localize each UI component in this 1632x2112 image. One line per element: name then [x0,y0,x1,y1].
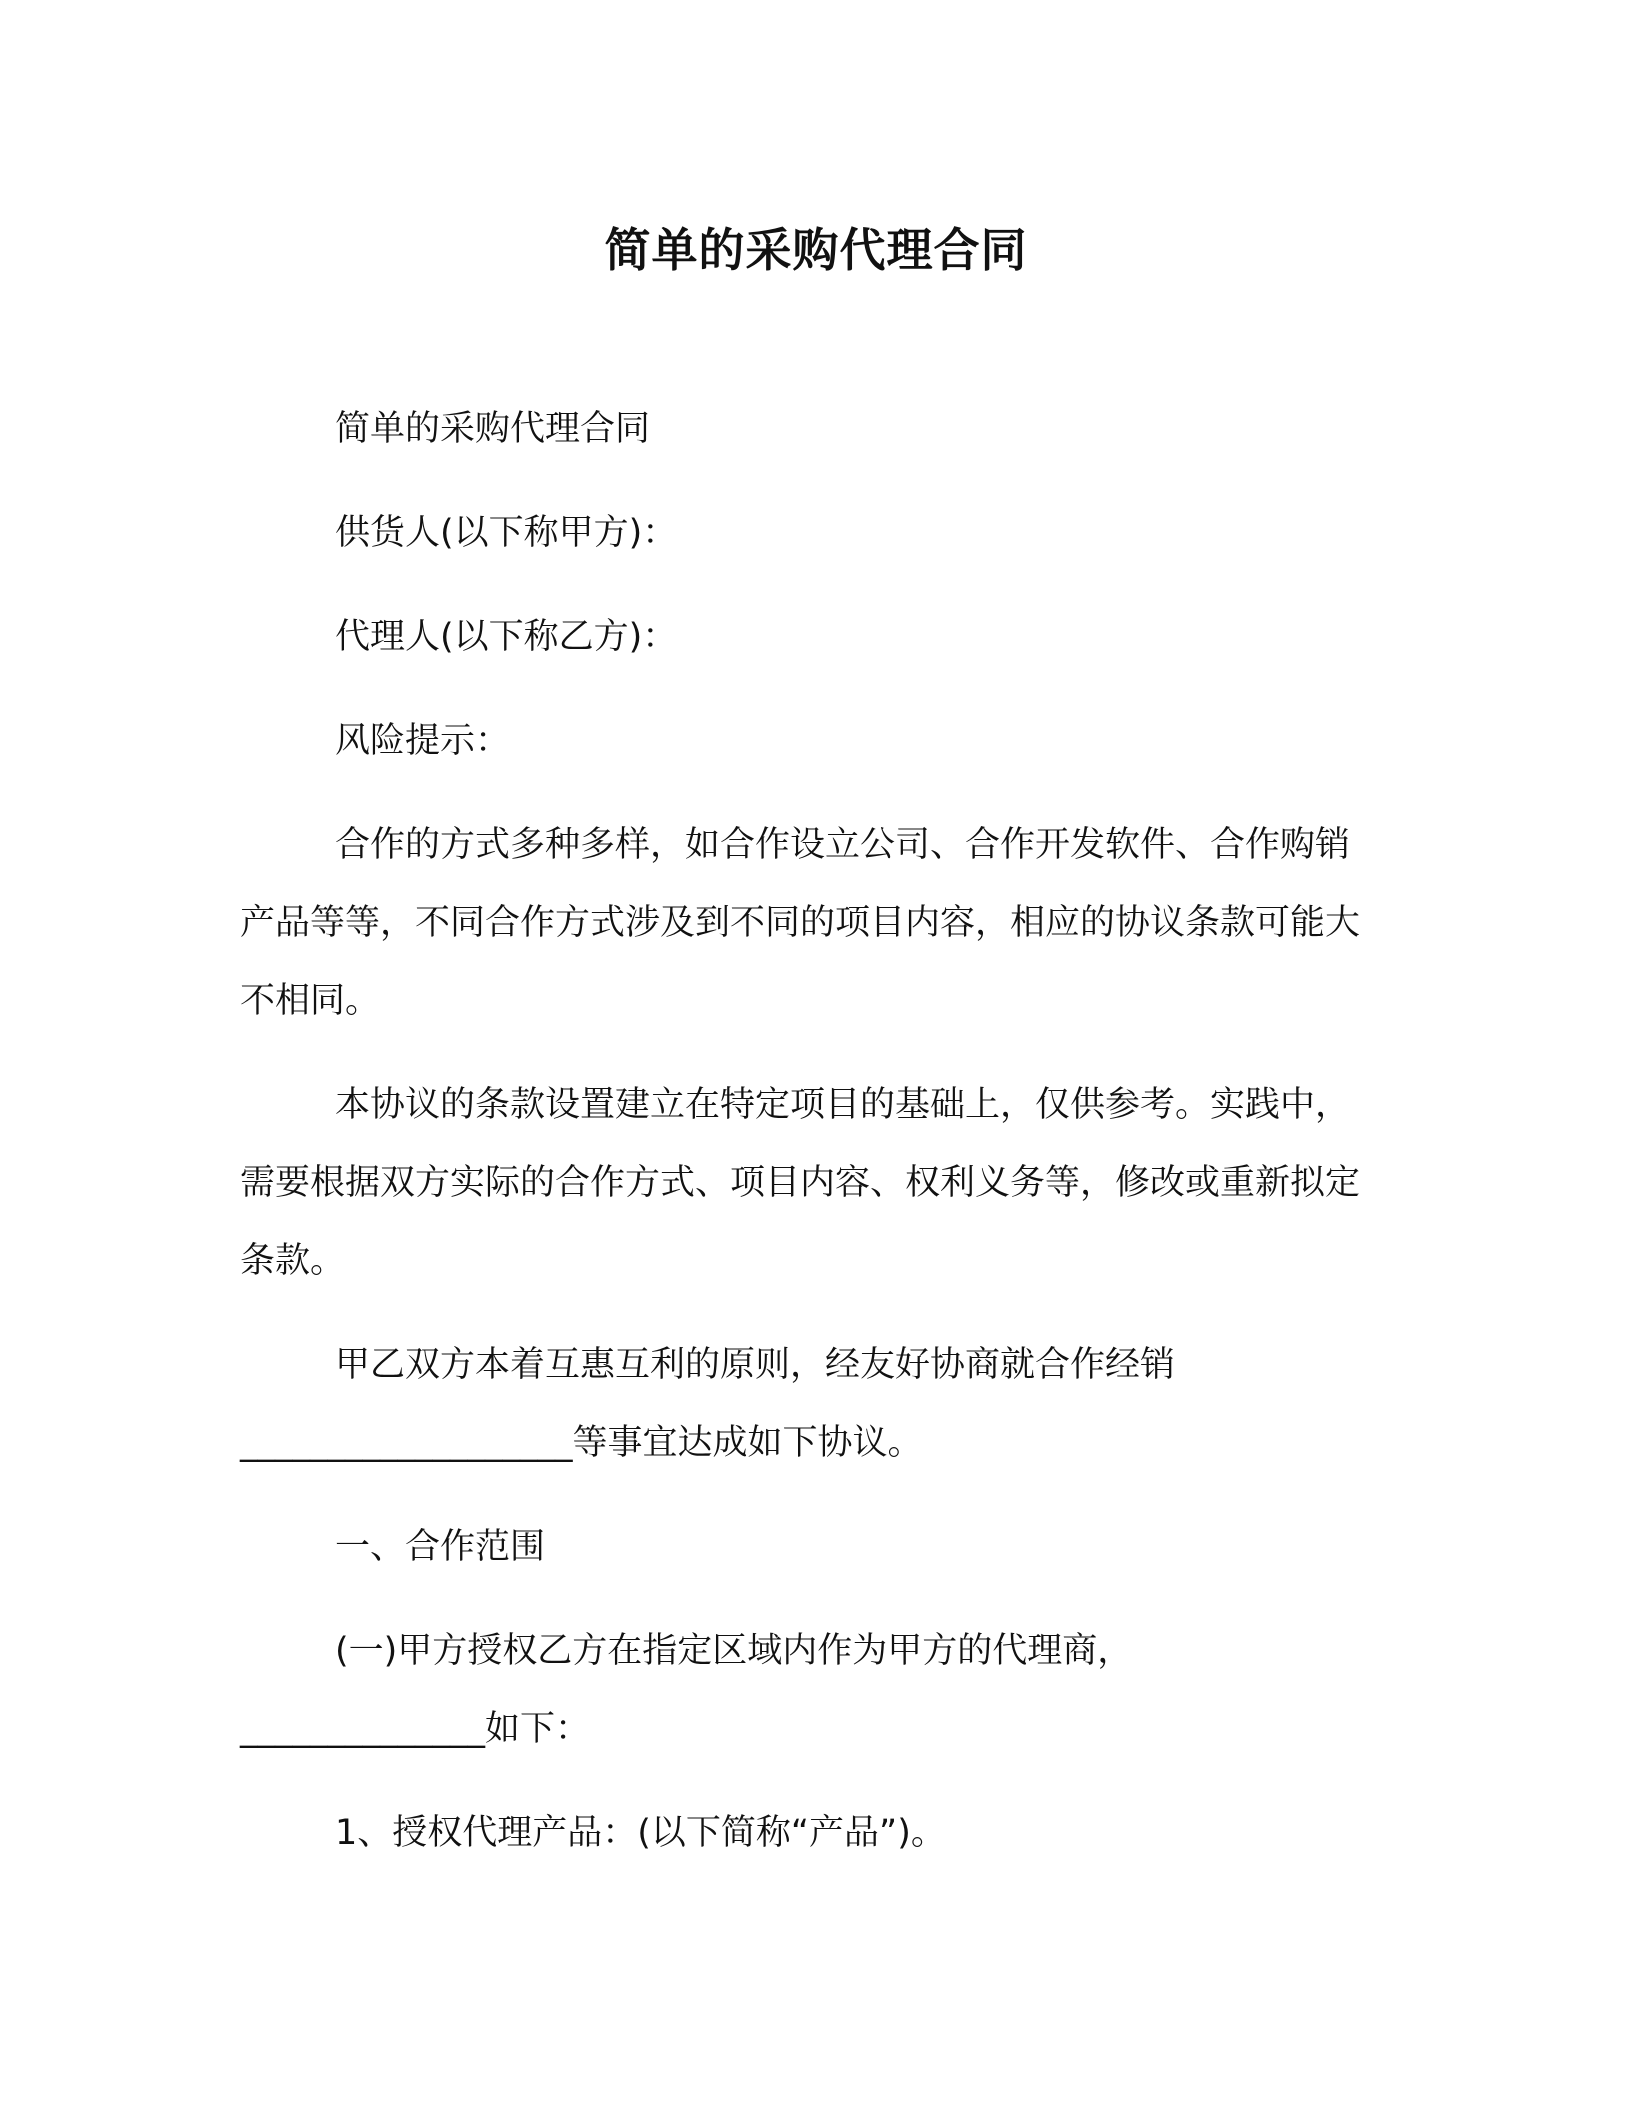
document-body [240,390,1410,1898]
document-title: 简单的采购代理合同 [604,223,1028,277]
paragraph-agent: 代理人(以下称乙方)： [335,617,678,657]
section-heading-cooperation-scope: 一、合作范围 [335,1527,546,1567]
paragraph-authorization: (一)甲方授权乙方在指定区域内作为甲方的代理商，______________如下： [240,1631,1133,1749]
paragraph-authorized-products: 1、授权代理产品：(以下简称“产品”)。 [335,1813,946,1853]
paragraph-cooperation-methods: 合作的方式多种多样，如合作设立公司、合作开发软件、合作购销产品等等，不同合作方式涉及到不同的项目内容，相应的协议条款可能大不相同。 [240,825,1361,1021]
paragraph-agreement-intro: 甲乙双方本着互惠互利的原则，经友好协商就合作经销___________________等事宜达成如下协议。 [240,1345,1176,1463]
paragraph-reference-note: 本协议的条款设置建立在特定项目的基础上，仅供参考。实践中，需要根据双方实际的合作方式、项目内容、权利义务等，修改或重新拟定条款。 [240,1085,1361,1281]
paragraph-risk-heading: 风险提示： [335,721,511,761]
paragraph-contract-name: 简单的采购代理合同 [335,409,651,449]
paragraph-supplier: 供货人(以下称甲方)： [335,513,678,553]
